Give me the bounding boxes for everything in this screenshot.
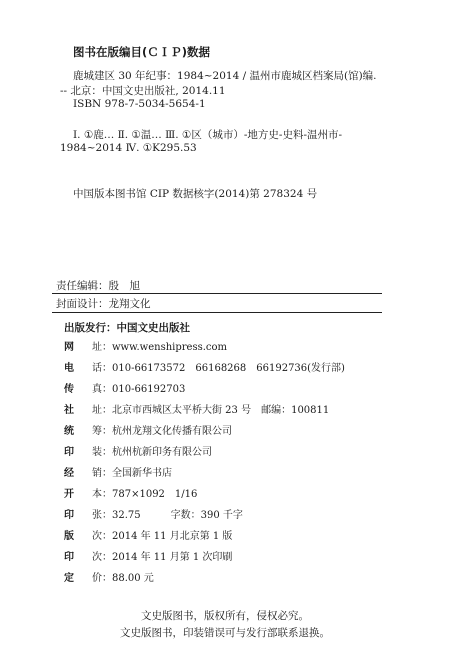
row-label: 定 xyxy=(64,573,74,584)
row-value: 筹：杭州龙翔文化传播有限公司 xyxy=(92,426,232,437)
publisher-line xyxy=(64,320,190,335)
publisher-row-price xyxy=(64,572,154,586)
row-value: 销：全国新华书店 xyxy=(92,468,172,479)
publisher-row-address xyxy=(64,404,329,418)
row-value: 次：2014 年 11 月北京第 1 版 xyxy=(92,531,233,542)
publisher-row-format xyxy=(64,488,197,502)
publisher-name: 中国文史出版社 xyxy=(116,322,190,334)
editor-name: 殷 旭 xyxy=(108,280,140,292)
cip-line-2: -- 北京：中国文史出版社, 2014.11 xyxy=(60,85,226,97)
publisher-row-coordination xyxy=(64,425,232,439)
row-value: 址：北京市西城区太平桥大街 23 号 邮编：100811 xyxy=(92,405,330,416)
row-value: 张：32.75 字数：390 千字 xyxy=(92,510,243,521)
row-label: 网 xyxy=(64,342,74,353)
cover-design xyxy=(56,296,151,311)
cip-number: 中国版本图书馆 CIP 数据核字(2014)第 278324 号 xyxy=(73,188,318,200)
publisher-row-sheets xyxy=(64,509,243,523)
design-name: 龙翔文化 xyxy=(108,298,151,310)
row-value: 价：88.00 元 xyxy=(92,573,154,584)
publisher-row-distribution xyxy=(64,467,172,481)
publisher-row-printing xyxy=(64,446,212,460)
publisher-label: 出版发行： xyxy=(64,322,117,334)
row-label: 电 xyxy=(64,363,74,374)
cip-line-1: 鹿城建区 30 年纪事：1984~2014 / 温州市鹿城区档案局(馆)编. xyxy=(73,70,377,82)
row-label: 传 xyxy=(64,384,74,395)
row-value: 真：010-66192703 xyxy=(92,384,186,395)
cip-class-line-1: Ⅰ. ①鹿… Ⅱ. ①温… Ⅲ. ①区（城市）-地方史-史料-温州市- xyxy=(73,129,343,141)
row-value: 话：010-66173572 66168268 66192736(发行部) xyxy=(92,363,345,374)
publisher-row-printing-date xyxy=(64,551,232,565)
cip-title: 图书在版编目(ＣＩＰ)数据 xyxy=(73,45,211,59)
publisher-row-fax xyxy=(64,383,185,397)
row-label: 版 xyxy=(64,531,74,542)
divider xyxy=(52,293,382,294)
editor-label: 责任编辑： xyxy=(56,280,109,292)
responsible-editor xyxy=(56,278,140,293)
row-label: 印 xyxy=(64,552,74,563)
publisher-row-edition xyxy=(64,530,232,544)
row-value: 本：787×1092 1/16 xyxy=(92,489,198,500)
row-value: 装：杭州杭新印务有限公司 xyxy=(92,447,212,458)
publisher-row-phone xyxy=(64,362,345,376)
footer-returns: 文史版图书，印装错误可与发行部联系退换。 xyxy=(120,627,330,639)
divider xyxy=(52,312,382,313)
design-label: 封面设计： xyxy=(56,298,109,310)
row-value: 址：www.wenshipress.com xyxy=(92,342,228,353)
row-label: 经 xyxy=(64,468,74,479)
row-label: 开 xyxy=(64,489,74,500)
cip-isbn: ISBN 978-7-5034-5654-1 xyxy=(73,98,206,110)
publisher-row-website xyxy=(64,341,227,355)
row-label: 印 xyxy=(64,510,74,521)
cip-class-line-2: 1984~2014 Ⅳ. ①K295.53 xyxy=(60,142,197,154)
row-label: 印 xyxy=(64,447,74,458)
row-label: 统 xyxy=(64,426,74,437)
footer-copyright: 文史版图书，版权所有，侵权必究。 xyxy=(141,610,309,622)
row-value: 次：2014 年 11 月第 1 次印刷 xyxy=(92,552,233,563)
row-label: 社 xyxy=(64,405,74,416)
